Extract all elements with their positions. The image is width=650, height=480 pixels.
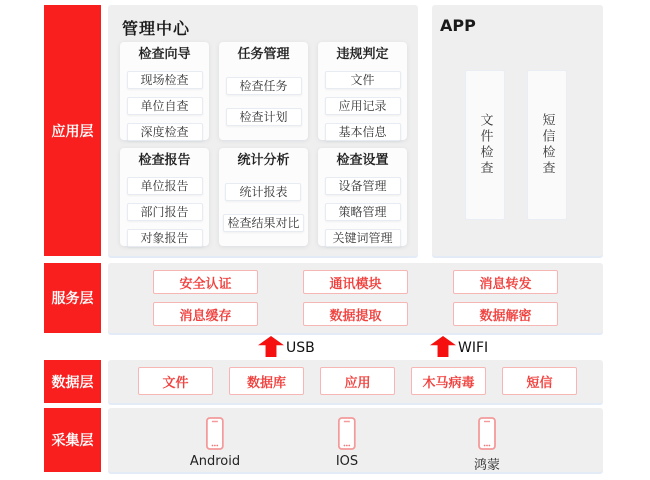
- group-title: 任务管理: [237, 47, 290, 62]
- app-bar-label: 文件检查: [477, 113, 493, 177]
- collection-layer-panel: [108, 408, 603, 472]
- layer-label-service: 服务层: [44, 263, 101, 333]
- module-chip: 现场检查: [127, 71, 203, 89]
- app-bar-file-check: [465, 70, 505, 220]
- device-ios: [336, 417, 358, 469]
- group-statistics-analysis: [219, 148, 308, 246]
- group-inspection-settings: [318, 148, 407, 246]
- data-layer-panel: [108, 360, 603, 403]
- layer-label-data: 数据层: [44, 360, 101, 403]
- group-task-management: [219, 42, 308, 140]
- group-title: 违规判定: [336, 47, 389, 62]
- device-harmony: [474, 417, 500, 473]
- group-title: 统计分析: [237, 153, 290, 168]
- service-module: 数据解密: [453, 302, 558, 326]
- service-module: 消息转发: [453, 270, 558, 294]
- service-module: 消息缓存: [153, 302, 258, 326]
- module-chip: 应用记录: [325, 97, 401, 115]
- layer-label-collection: 采集层: [44, 408, 101, 472]
- data-type-chip: 文件: [138, 367, 213, 395]
- data-type-chip: 数据库: [229, 367, 304, 395]
- smartphone-icon: [206, 417, 224, 450]
- service-module: 安全认证: [153, 270, 258, 294]
- app-panel: [432, 5, 603, 256]
- module-chip: 统计报表: [225, 183, 301, 201]
- service-module: 通讯模块: [303, 270, 408, 294]
- management-center-panel: [108, 5, 418, 256]
- management-groups: [120, 42, 407, 246]
- module-chip: 部门报告: [127, 203, 203, 221]
- module-chip: 单位自查: [127, 97, 203, 115]
- app-title: APP: [440, 16, 476, 35]
- device-label: IOS: [335, 454, 359, 469]
- service-module: 数据提取: [303, 302, 408, 326]
- device-label: Android: [189, 454, 241, 469]
- smartphone-icon: [478, 417, 496, 450]
- group-title: 检查设置: [336, 153, 389, 168]
- device-label: 鸿蒙: [473, 458, 501, 473]
- smartphone-icon: [338, 417, 356, 450]
- app-bar-label: 短信检查: [539, 113, 555, 177]
- usb-label: USB: [286, 340, 315, 356]
- group-title: 检查报告: [138, 153, 191, 168]
- data-type-chip: 木马病毒: [411, 367, 486, 395]
- module-chip: 检查任务: [226, 77, 302, 95]
- module-chip: 对象报告: [127, 229, 203, 247]
- app-bar-sms-check: [527, 70, 567, 220]
- module-chip: 策略管理: [325, 203, 401, 221]
- group-title: 检查向导: [138, 47, 191, 62]
- group-inspection-wizard: [120, 42, 209, 140]
- module-chip: 基本信息: [325, 123, 401, 141]
- management-center-title: 管理中心: [122, 19, 191, 38]
- layer-label-application: 应用层: [44, 5, 101, 256]
- module-chip: 深度检查: [127, 123, 203, 141]
- data-type-chip: 短信: [502, 367, 577, 395]
- device-android: [190, 417, 240, 469]
- service-layer-panel: [108, 263, 603, 333]
- group-inspection-report: [120, 148, 209, 246]
- module-chip: 设备管理: [325, 177, 401, 195]
- wifi-arrow-icon: [430, 336, 456, 357]
- data-type-chip: 应用: [320, 367, 395, 395]
- wifi-label: WIFI: [458, 340, 489, 356]
- module-chip: 检查结果对比: [223, 214, 303, 232]
- module-chip: 文件: [325, 71, 401, 89]
- group-violation-judgement: [318, 42, 407, 140]
- module-chip: 关键词管理: [325, 229, 401, 247]
- module-chip: 检查计划: [226, 108, 302, 126]
- module-chip: 单位报告: [127, 177, 203, 195]
- usb-arrow-icon: [258, 336, 284, 357]
